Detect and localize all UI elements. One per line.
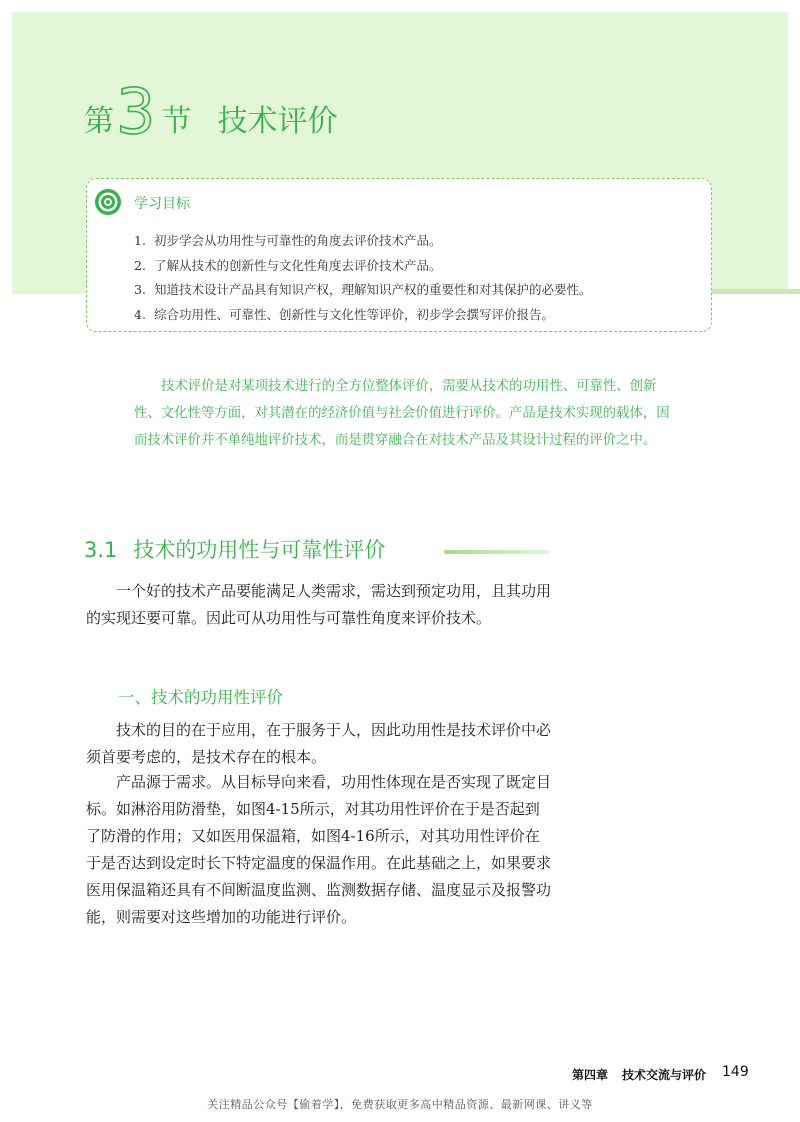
target-icon [94, 188, 122, 216]
body-paragraph: 产品源于需求。从目标导向来看，功用性体现在是否实现了既定目标。如淋浴用防滑垫，如图4-15所示，对其功用性评价在于是否起到了防滑的作用；又如医用保温箱，如图4-16所示，对其功用性评价在于是否达到设定时长下特定温度的保温作用。在此基础之上，如果要求医用保温箱还具有不间断温度监测、监测数据存储、温度显示及报警功能，则需要对这些增加的功能进行评价。 [86, 773, 552, 926]
subsection-title: 技术的功用性与可靠性评价 [133, 538, 386, 562]
goal-item [134, 303, 592, 328]
section-title [84, 75, 338, 148]
header-band-accent-line [712, 289, 800, 294]
watermark-text: 关注精品公众号【偷着学】，免费获取更多高中精品资源、最新网课、讲义等 [207, 1098, 593, 1111]
goal-text: 综合功用性、可靠性、创新性与文化性等评价，初步学会撰写评价报告。 [154, 306, 555, 322]
goal-item [134, 254, 592, 279]
subsection-heading-line [444, 550, 550, 554]
sub-heading: 一、技术的功用性评价 [118, 688, 283, 707]
footer-chapter-title: 技术交流与评价 [621, 1068, 706, 1082]
goal-text: 知道技术设计产品具有知识产权，理解知识产权的重要性和对其保护的必要性。 [154, 282, 592, 297]
footer-chapter-number: 第四章 [571, 1068, 608, 1082]
section-suffix: 节 [161, 104, 192, 139]
section-prefix: 第 [84, 104, 114, 139]
goal-number: 1. [134, 233, 146, 248]
goal-item [134, 229, 592, 254]
goal-number: 2. [134, 257, 146, 273]
goal-item [134, 278, 592, 303]
section-name: 技术评价 [217, 104, 338, 139]
page-number: 149 [722, 1064, 749, 1080]
body-paragraph: 一个好的技术产品要能满足人类需求，需达到预定功用，且其功用的实现还要可靠。因此可从功用性与可靠性角度来评价技术。 [86, 582, 552, 627]
body-paragraph: 技术的目的在于应用，在于服务于人，因此功用性是技术评价中必须首要考虑的，是技术存在的根本。 [86, 721, 552, 766]
subsection-heading [84, 534, 385, 564]
section-number: 3 [116, 75, 156, 148]
footer-chapter [572, 1066, 706, 1083]
learning-goals-label: 学习目标 [134, 196, 190, 212]
goal-number: 4. [134, 306, 146, 322]
subsection-number: 3.1 [84, 538, 118, 562]
goal-text: 了解从技术的创新性与文化性角度去评价技术产品。 [154, 257, 442, 273]
learning-goals-list [134, 229, 592, 327]
goal-text: 初步学会从功用性与可靠性的角度去评价技术产品。 [154, 233, 442, 248]
goal-number: 3. [134, 282, 146, 297]
intro-paragraph: 技术评价是对某项技术进行的全方位整体评价，需要从技术的功用性、可靠性、创新性、文化性等方面，对其潜在的经济价值与社会价值进行评价。产品是技术实现的载体，因而技术评价并不单纯地评价技术，而是贯穿融合在对技术产品及其设计过程的评价之中。 [134, 379, 670, 448]
